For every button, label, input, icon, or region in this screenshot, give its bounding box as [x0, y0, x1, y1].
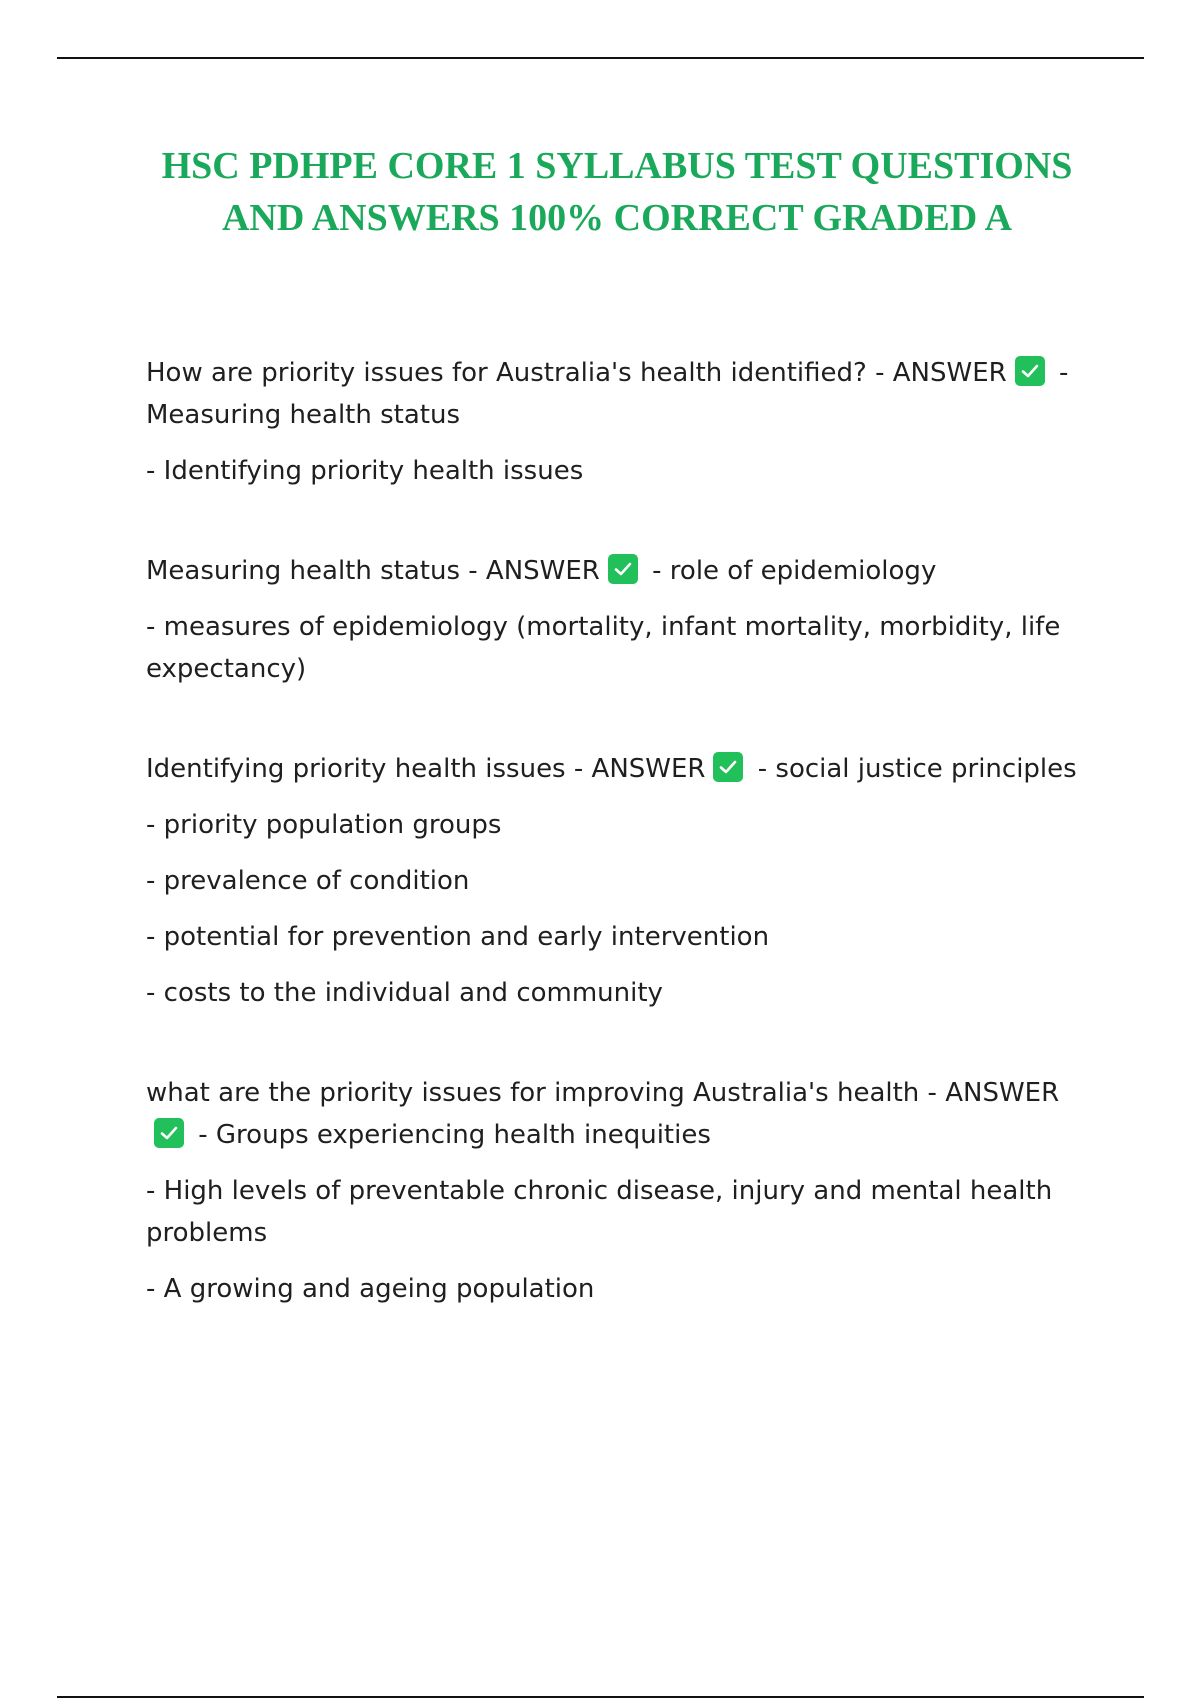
- qa-item: [146, 550, 1086, 690]
- answer-line: - prevalence of condition: [146, 866, 470, 896]
- qa-item: [146, 1072, 1086, 1310]
- answer-line: - priority population groups: [146, 810, 502, 840]
- answer-text: - social justice principles: [757, 754, 1077, 784]
- answer-text: - Measuring health status: [146, 358, 1069, 430]
- question-text: Measuring health status -: [146, 556, 478, 586]
- answer-line: - costs to the individual and community: [146, 978, 663, 1008]
- answer-line: - potential for prevention and early intervention: [146, 922, 770, 952]
- answer-label: ANSWER: [945, 1078, 1060, 1108]
- answer-text: - role of epidemiology: [652, 556, 937, 586]
- answer-line: - measures of epidemiology (mortality, infant mortality, morbidity, life expectancy): [146, 612, 1061, 684]
- qa-question-line: [146, 1072, 1086, 1156]
- answer-line: - High levels of preventable chronic disease, injury and mental health problems: [146, 1176, 1053, 1248]
- check-mark-icon: [154, 1118, 184, 1148]
- answer-label: ANSWER: [591, 754, 706, 784]
- qa-question-line: [146, 748, 1086, 790]
- question-text: what are the priority issues for improving Australia's health -: [146, 1078, 937, 1108]
- check-mark-icon: [1015, 356, 1045, 386]
- document-title: HSC PDHPE CORE 1 SYLLABUS TEST QUESTIONS AND ANSWERS 100% CORRECT GRADED A: [161, 145, 1073, 239]
- check-mark-icon: [713, 752, 743, 782]
- qa-item: [146, 748, 1086, 1014]
- qa-question-line: [146, 352, 1086, 436]
- footer-rule: [57, 1696, 1144, 1698]
- qa-item: [146, 352, 1086, 492]
- document-body: [146, 352, 1086, 1310]
- answer-text: - Groups experiencing health inequities: [198, 1120, 711, 1150]
- answer-line: - Identifying priority health issues: [146, 456, 584, 486]
- answer-line: - A growing and ageing population: [146, 1274, 595, 1304]
- check-mark-icon: [608, 554, 638, 584]
- answer-label: ANSWER: [485, 556, 600, 586]
- answer-label: ANSWER: [892, 358, 1007, 388]
- question-text: Identifying priority health issues -: [146, 754, 584, 784]
- question-text: How are priority issues for Australia's health identified? -: [146, 358, 885, 388]
- qa-question-line: [146, 550, 1086, 592]
- header-rule: [57, 57, 1144, 59]
